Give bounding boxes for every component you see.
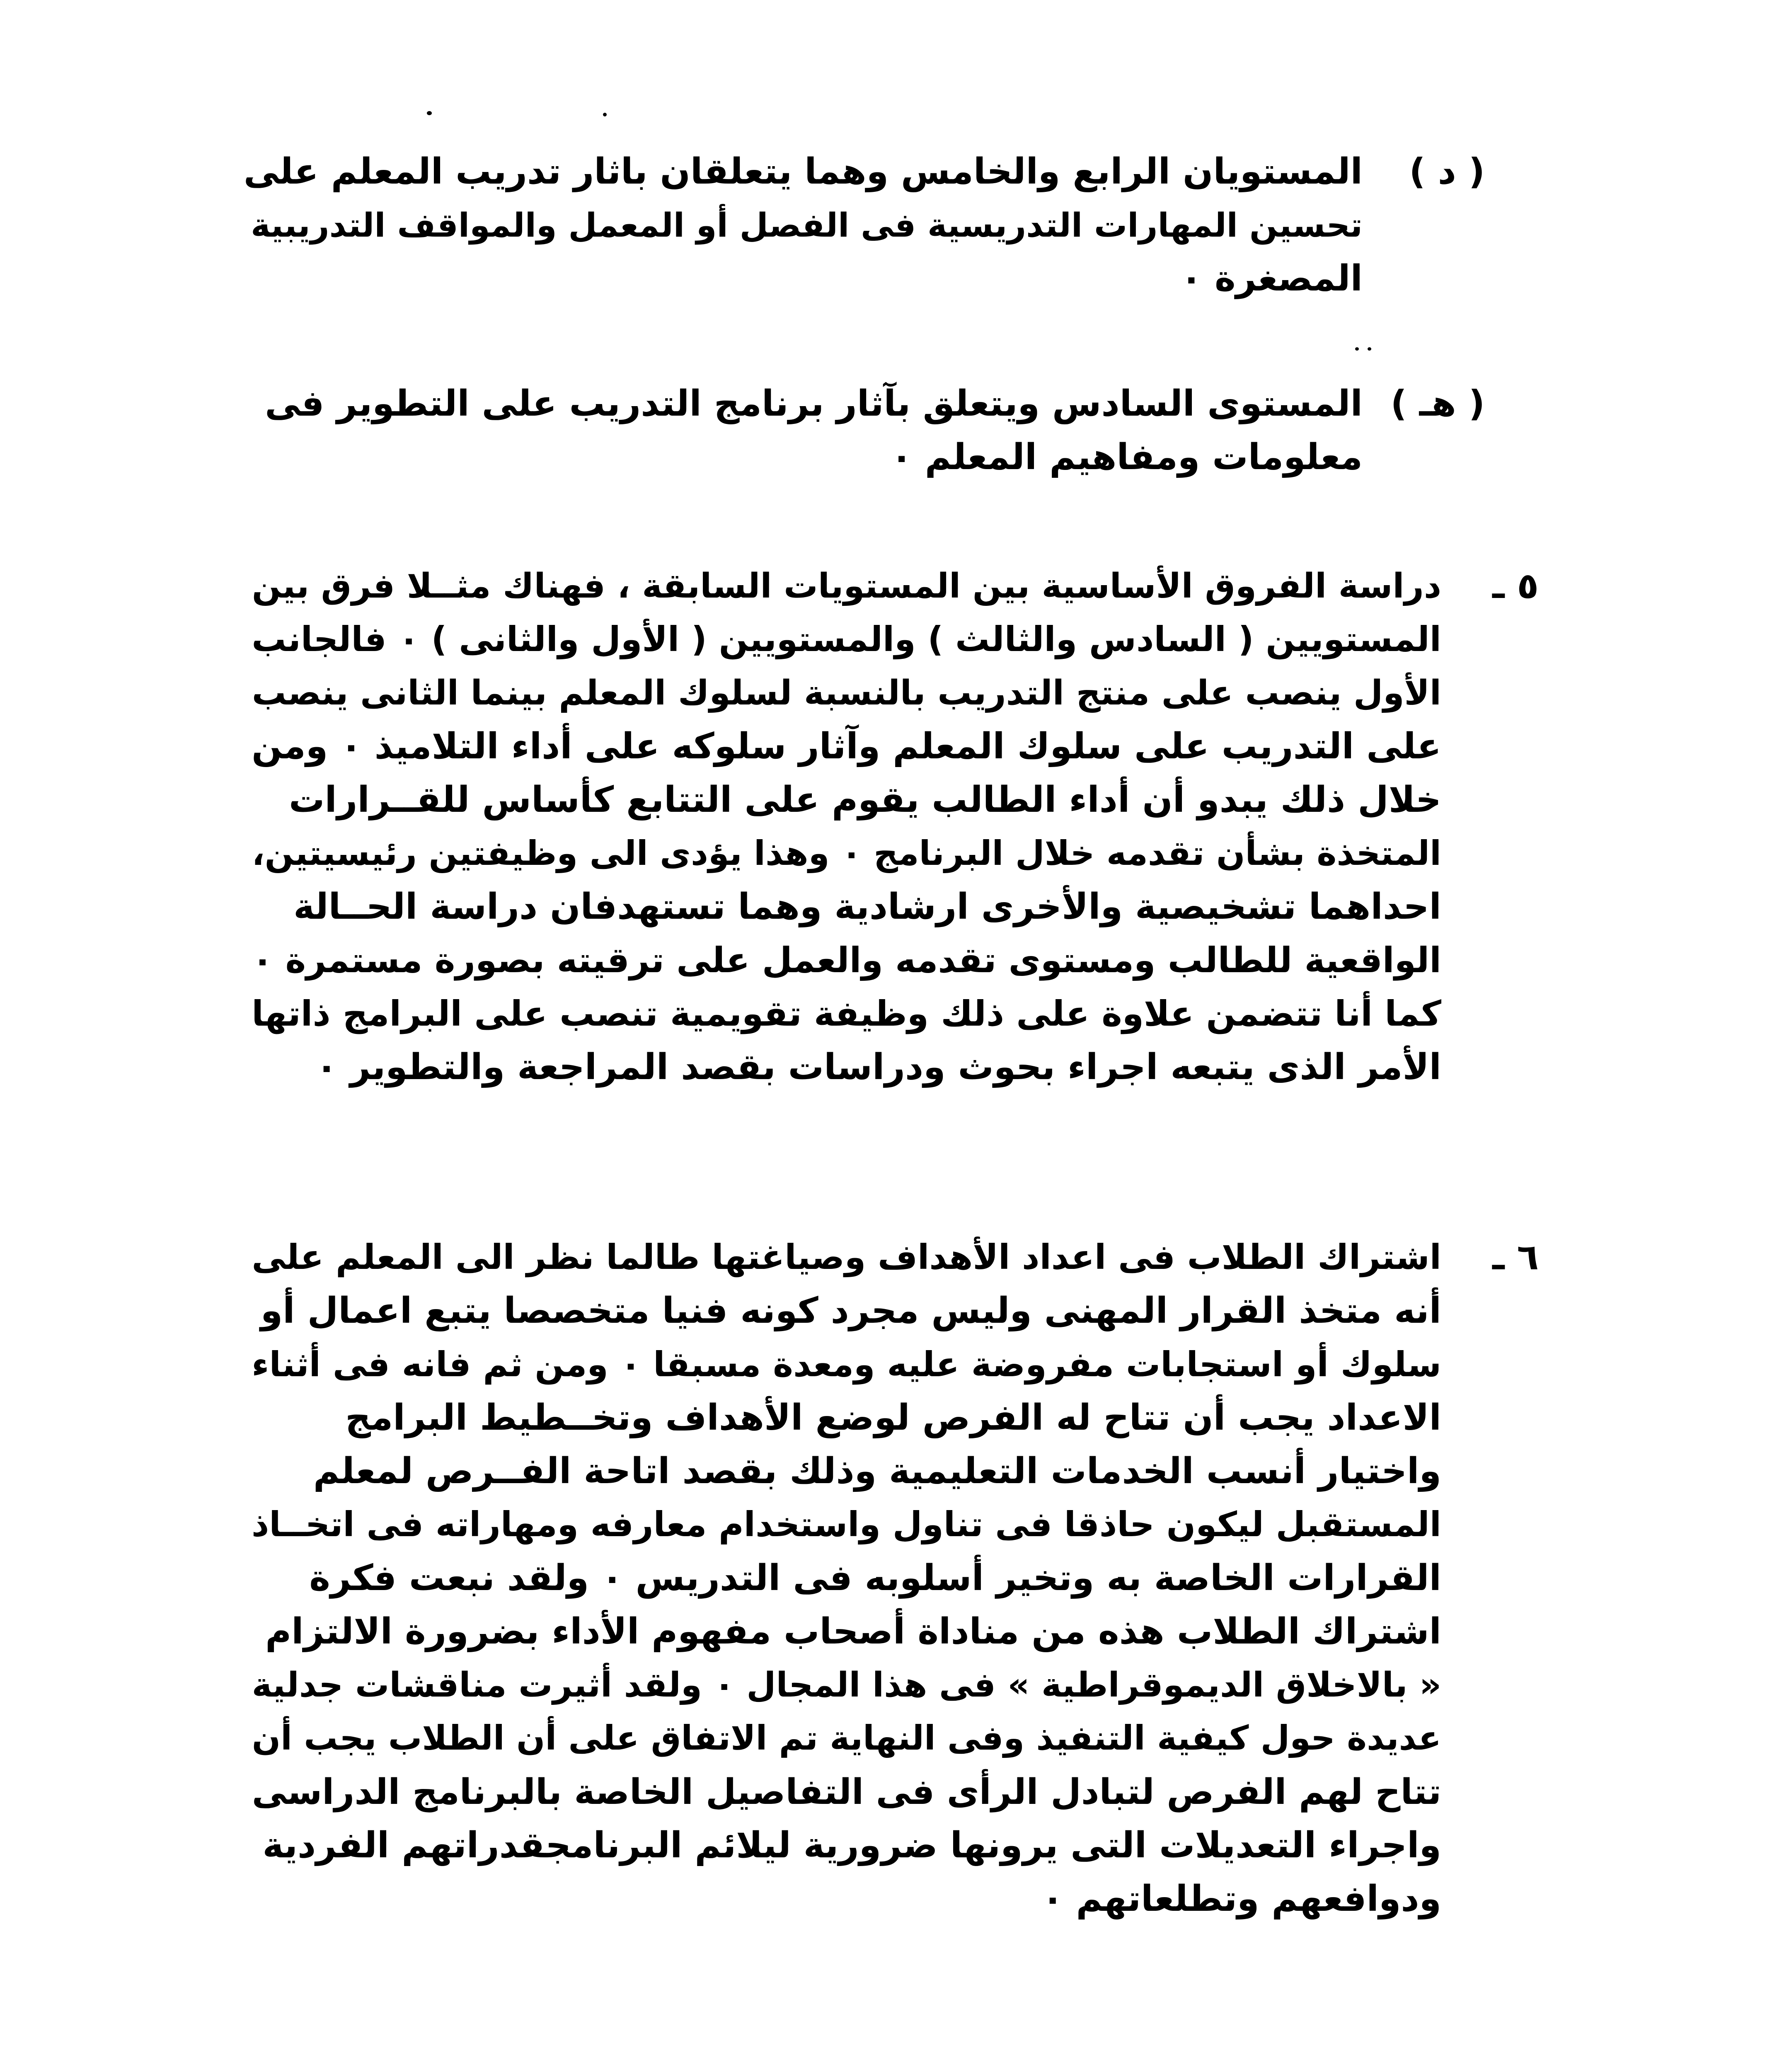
item-5-marker: ٥ ـ: [1492, 565, 1539, 607]
item-h-line: المستوى السادس ويتعلق بآثار برنامج التدريب على التطوير فى: [265, 383, 1363, 424]
item-h-paragraph: [240, 377, 1363, 484]
item-5-line: المتخذة بشأن تقدمه خلال البرنامج ٠ وهذا يؤدى الى وظيفتين رئيسيتين،: [252, 834, 1441, 873]
item-6-line: اشتراك الطلاب هذه من مناداة أصحاب مفهوم الأداء بضرورة الالتزام: [265, 1611, 1441, 1652]
item-d-line: تحسين المهارات التدريسية فى الفصل أو المعمل والمواقف التدريبية: [251, 206, 1363, 244]
item-5-line: الأول ينصب على منتج التدريب بالنسبة لسلوك المعلم بينما الثانى ينصب: [252, 673, 1441, 713]
item-d-line: المصغرة ٠: [1180, 258, 1363, 299]
item-6-marker: ٦ ـ: [1492, 1237, 1539, 1278]
item-d-line: المستويان الرابع والخامس وهما يتعلقان باثار تدريب المعلم على: [243, 151, 1363, 192]
item-d-marker: ( د ): [1409, 151, 1485, 192]
item-5-line: على التدريب على سلوك المعلم وآثار سلوكه على أداء التلاميذ ٠ ومن: [252, 726, 1441, 767]
item-h-marker: ( هـ ): [1390, 383, 1485, 424]
item-6-line: أنه متخذ القرار المهنى وليس مجرد كونه فنيا متخصصا يتبع اعمال أو: [260, 1290, 1441, 1331]
item-6-line: اشتراك الطلاب فى اعداد الأهداف وصياغتها طالما نظر الى المعلم على: [252, 1237, 1441, 1277]
item-6-paragraph: [240, 1231, 1441, 1926]
item-6-line: ودوافعهم وتطلعاتهم ٠: [1042, 1878, 1441, 1920]
item-d-paragraph: [240, 145, 1363, 305]
item-6-line: واجراء التعديلات التى يرونها ضرورية ليلائم البرنامجقدراتهم الفردية: [262, 1825, 1441, 1866]
item-6-line: عديدة حول كيفية التنفيذ وفى النهاية تم الاتفاق على أن الطلاب يجب أن: [252, 1719, 1441, 1758]
item-6-line: « بالاخلاق الديموقراطية » فى هذا المجال ٠ ولقد أثيرت مناقشات جدلية: [252, 1665, 1441, 1705]
item-6-line: القرارات الخاصة به وتخير أسلوبه فى التدريس ٠ ولقد نبعت فكرة: [309, 1557, 1441, 1599]
item-6-line: الاعداد يجب أن تتاح له الفرص لوضع الأهداف وتخــطيط البرامج: [345, 1397, 1441, 1438]
scan-speck: [603, 113, 607, 116]
scan-speck: [427, 111, 432, 115]
item-6-line: سلوك أو استجابات مفروضة عليه ومعدة مسبقا ٠ ومن ثم فانه فى أثناء: [252, 1344, 1441, 1385]
item-5-line: الواقعية للطالب ومستوى تقدمه والعمل على ترقيته بصورة مستمرة ٠: [252, 940, 1441, 980]
item-6-line: تتاح لهم الفرص لتبادل الرأى فى التفاصيل الخاصة بالبرنامج الدراسى: [252, 1772, 1441, 1813]
item-5-line: كما أنا تتضمن علاوة على ذلك وظيفة تقويمية تنصب على البرامج ذاتها: [252, 993, 1441, 1034]
scan-speck: [1355, 347, 1359, 351]
scan-speck: [1368, 347, 1371, 351]
item-6-line: المستقبل ليكون حاذقا فى تناول واستخدام معارفه ومهاراته فى اتخــاذ: [251, 1505, 1441, 1544]
item-6-line: واختيار أنسب الخدمات التعليمية وذلك بقصد اتاحة الفــرص لمعلم: [313, 1450, 1441, 1492]
item-5-line: الأمر الذى يتبعه اجراء بحوث ودراسات بقصد المراجعة والتطوير ٠: [315, 1046, 1441, 1088]
item-5-paragraph: [240, 559, 1441, 1094]
item-5-line: احداهما تشخيصية والأخرى ارشادية وهما تستهدفان دراسة الحــالة: [293, 886, 1441, 927]
item-5-line: المستويين ( السادس والثالث ) والمستويين ( الأول والثانى ) ٠ فالجانب: [252, 620, 1441, 659]
item-5-line: خلال ذلك يبدو أن أداء الطالب يقوم على التتابع كأساس للقــرارات: [288, 779, 1441, 821]
item-5-line: دراسة الفروق الأساسية بين المستويات السابقة ، فهناك مثــلا فرق بين: [252, 566, 1441, 606]
item-h-line: معلومات ومفاهيم المعلم ٠: [891, 436, 1363, 478]
